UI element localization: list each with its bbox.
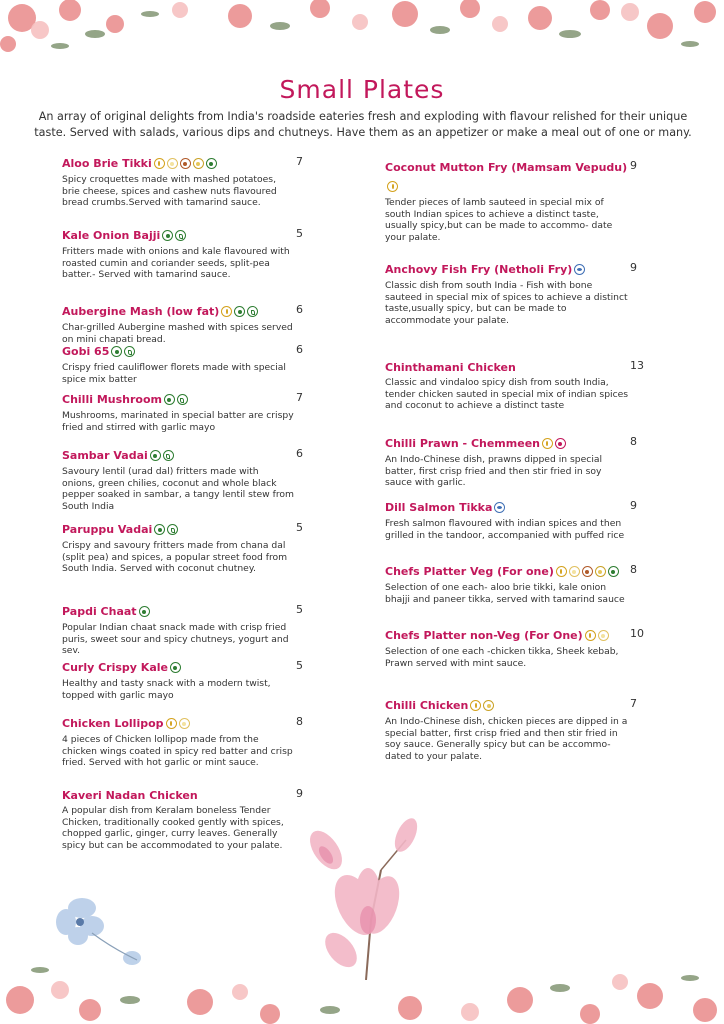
- gluten-icon: [154, 158, 165, 169]
- menu-item-price: 9: [630, 261, 637, 274]
- menu-item-description: Savoury lentil (urad dal) fritters made with onions, green chilies, coconut and whole black pepper soaked in sambar, a tangy lentil stew from South India: [62, 466, 294, 512]
- dietary-badges: [170, 657, 183, 676]
- menu-item-description: Selection of one each -chicken tikka, Sheek kebab, Prawn served with mint sauce.: [385, 646, 619, 669]
- menu-item: [385, 258, 629, 326]
- menu-item-price: 5: [296, 521, 303, 534]
- menu-item-name: Kale Onion Bajji: [62, 229, 161, 242]
- menu-item-description: Classic dish from south India - Fish with bone sauteed in special mix of spices to achieve a distinct taste,usually spicy, but can be made to accommodate your palate.: [385, 280, 628, 326]
- fish-icon: [494, 502, 505, 513]
- menu-item-description: Crispy and savoury fritters made from chana dal (split pea) and spices, a popular street food from South India. Served with coconut chutney.: [62, 540, 288, 575]
- menu-item: [385, 624, 629, 669]
- menu-item-name: Paruppu Vadai: [62, 523, 153, 536]
- gluten-icon: [542, 438, 553, 449]
- menu-item: [385, 432, 629, 489]
- menu-item-name: Dill Salmon Tikka: [385, 501, 493, 514]
- menu-item-description: Crispy fried cauliflower florets made with special spice mix batter: [62, 362, 286, 385]
- menu-item: [62, 300, 294, 345]
- menu-item: [62, 518, 294, 575]
- dietary-badges: [387, 176, 400, 195]
- menu-item-description: An Indo-Chinese dish, chicken pieces are dipped in a special batter, first crisp fried and then stir fried in soy sauce. Generally spicy but can be accommo- dated to your palate.: [385, 716, 628, 762]
- menu-item-name: Chefs Platter non-Veg (For One): [385, 629, 583, 642]
- veg-icon: [164, 394, 175, 405]
- gluten-icon: [166, 718, 177, 729]
- dietary-badges: [164, 389, 190, 408]
- dairy-icon: [167, 158, 178, 169]
- menu-item-name: Gobi 65: [62, 345, 110, 358]
- menu-item-description: 4 pieces of Chicken lollipop made from the chicken wings coated in spicy red batter and crisp fried. Served with hot garlic or mint sauce.: [62, 734, 293, 769]
- menu-item-description: Mushrooms, marinated in special batter are crispy fried and stirred with garlic mayo: [62, 410, 294, 433]
- menu-item: [385, 156, 629, 243]
- menu-item-name: Chinthamani Chicken: [385, 361, 516, 374]
- veg-icon: [170, 662, 181, 673]
- menu-item-price: 6: [296, 303, 303, 316]
- menu-item: [62, 656, 294, 701]
- menu-item-price: 9: [630, 499, 637, 512]
- dietary-badges: [154, 519, 180, 538]
- gluten-icon: [387, 181, 398, 192]
- menu-item-price: 8: [630, 435, 637, 448]
- gluten-icon: [556, 566, 567, 577]
- menu-item-description: A popular dish from Keralam boneless Tender Chicken, traditionally cooked gently with spices, chopped garlic, ginger, curry leaves. Generally spicy but can be accommodated to your palate.: [62, 805, 284, 851]
- vegan-icon: [247, 306, 258, 317]
- menu-item-description: Char-grilled Aubergine mashed with spices served on mini chapati bread.: [62, 322, 293, 345]
- menu-item-price: 7: [630, 697, 637, 710]
- menu-item-price: 8: [630, 563, 637, 576]
- menu-item-name: Chilli Prawn - Chemmeen: [385, 437, 540, 450]
- fish-icon: [574, 264, 585, 275]
- menu-item-description: Tender pieces of lamb sauteed in special mix of south Indian spices to achieve a distinct taste, usually spicy,but can be made to accommo- date your palate.: [385, 197, 613, 243]
- page-title: Small Plates: [279, 74, 445, 104]
- dietary-badges: [154, 153, 219, 172]
- menu-item-name: Sambar Vadai: [62, 449, 148, 462]
- menu-item-price: 5: [296, 603, 303, 616]
- menu-item-price: 7: [296, 155, 303, 168]
- veg-icon: [150, 450, 161, 461]
- floral-border-top: [0, 0, 724, 72]
- gluten-icon: [585, 630, 596, 641]
- dairy-icon: [569, 566, 580, 577]
- dietary-badges: [494, 497, 507, 516]
- dietary-badges: [542, 433, 568, 452]
- veg-icon: [234, 306, 245, 317]
- menu-item-name: Chilli Chicken: [385, 699, 469, 712]
- section-intro: An array of original delights from India's roadside eateries fresh and exploding with flavour relished for their unique taste. Served with salads, various dips and chutneys. Have them as an appetizer or make a meal out of one or many.: [34, 110, 692, 140]
- menu-item-name: Anchovy Fish Fry (Netholi Fry): [385, 263, 573, 276]
- menu-item: [385, 496, 629, 541]
- menu-item-description: Popular Indian chaat snack made with crisp fried puris, sweet sour and spicy chutneys, yogurt and sev.: [62, 622, 289, 657]
- menu-item-description: An Indo-Chinese dish, prawns dipped in special batter, first crisp fried and then stir fried in soy sauce with garlic.: [385, 454, 603, 489]
- menu-item: [62, 224, 294, 281]
- shellfish-icon: [555, 438, 566, 449]
- menu-item-price: 10: [630, 627, 644, 640]
- menu-item-description: Classic and vindaloo spicy dish from south India, tender chicken sauted in special mix of indian spices and coconut to achieve a distinct taste: [385, 377, 629, 412]
- menu-item-name: Chefs Platter Veg (For one): [385, 565, 554, 578]
- menu-item: [62, 712, 294, 769]
- dietary-badges: [556, 561, 621, 580]
- menu-item-name: Curly Crispy Kale: [62, 661, 168, 674]
- gluten-icon: [470, 700, 481, 711]
- menu-item-name: Papdi Chaat: [62, 605, 137, 618]
- menu-item-price: 6: [296, 343, 303, 356]
- mustard-icon: [193, 158, 204, 169]
- vegan-icon: [175, 230, 186, 241]
- menu-item: [62, 388, 294, 433]
- vegan-icon: [167, 524, 178, 535]
- menu-item-description: Spicy croquettes made with mashed potatoes, brie cheese, spices and cashew nuts flavoured bread crumbs.Served with tamarind sauce.: [62, 174, 277, 209]
- menu-item: [385, 356, 629, 412]
- menu-item: [62, 340, 294, 385]
- menu-item: [385, 560, 629, 605]
- menu-item-description: Fritters made with onions and kale flavoured with roasted cumin and coriander seeds, split-pea batter.- Served with tamarind sauce.: [62, 246, 290, 281]
- menu-item-name: Chilli Mushroom: [62, 393, 162, 406]
- gluten-icon: [221, 306, 232, 317]
- dietary-badges: [221, 301, 260, 320]
- menu-item: [62, 444, 294, 512]
- menu-item: [385, 694, 629, 762]
- menu-item-name: Coconut Mutton Fry (Mamsam Vepudu): [385, 161, 628, 174]
- veg-icon: [154, 524, 165, 535]
- menu-item-price: 8: [296, 715, 303, 728]
- menu-item-name: Chicken Lollipop: [62, 717, 164, 730]
- dairy-icon: [598, 630, 609, 641]
- menu-item-description: Healthy and tasty snack with a modern twist, topped with garlic mayo: [62, 678, 271, 701]
- menu-item-price: 9: [296, 787, 303, 800]
- menu-item-name: Aubergine Mash (low fat): [62, 305, 220, 318]
- veg-icon: [139, 606, 150, 617]
- menu-item-price: 5: [296, 227, 303, 240]
- menu-item-name: Kaveri Nadan Chicken: [62, 789, 198, 802]
- menu-item-name: Aloo Brie Tikki: [62, 157, 152, 170]
- vegan-icon: [177, 394, 188, 405]
- menu-item-price: 13: [630, 359, 644, 372]
- dietary-badges: [585, 625, 611, 644]
- mustard-icon: [483, 700, 494, 711]
- menu-item-price: 9: [630, 159, 637, 172]
- mustard-icon: [595, 566, 606, 577]
- veg-icon: [608, 566, 619, 577]
- magnolia-illustration: [296, 810, 446, 980]
- blue-flower-illustration: [52, 888, 152, 988]
- veg-icon: [206, 158, 217, 169]
- menu-item-price: 5: [296, 659, 303, 672]
- menu-item: [62, 152, 294, 209]
- veg-icon: [111, 346, 122, 357]
- menu-item-price: 7: [296, 391, 303, 404]
- dietary-badges: [166, 713, 192, 732]
- dietary-badges: [139, 601, 152, 620]
- dietary-badges: [470, 695, 496, 714]
- menu-item-description: Fresh salmon flavoured with indian spices and then grilled in the tandoor, accompanied with puffed rice: [385, 518, 625, 541]
- nut-icon: [582, 566, 593, 577]
- menu-item: [62, 784, 294, 851]
- nut-icon: [180, 158, 191, 169]
- vegan-icon: [124, 346, 135, 357]
- menu-item: [62, 600, 294, 657]
- dietary-badges: [162, 225, 188, 244]
- veg-icon: [162, 230, 173, 241]
- dietary-badges: [574, 259, 587, 278]
- menu-item-description: Selection of one each- aloo brie tikki, kale onion bhajji and paneer tikka, served with tamarind sauce: [385, 582, 625, 605]
- dairy-icon: [179, 718, 190, 729]
- dietary-badges: [111, 341, 137, 360]
- vegan-icon: [163, 450, 174, 461]
- dietary-badges: [150, 445, 176, 464]
- menu-item-price: 6: [296, 447, 303, 460]
